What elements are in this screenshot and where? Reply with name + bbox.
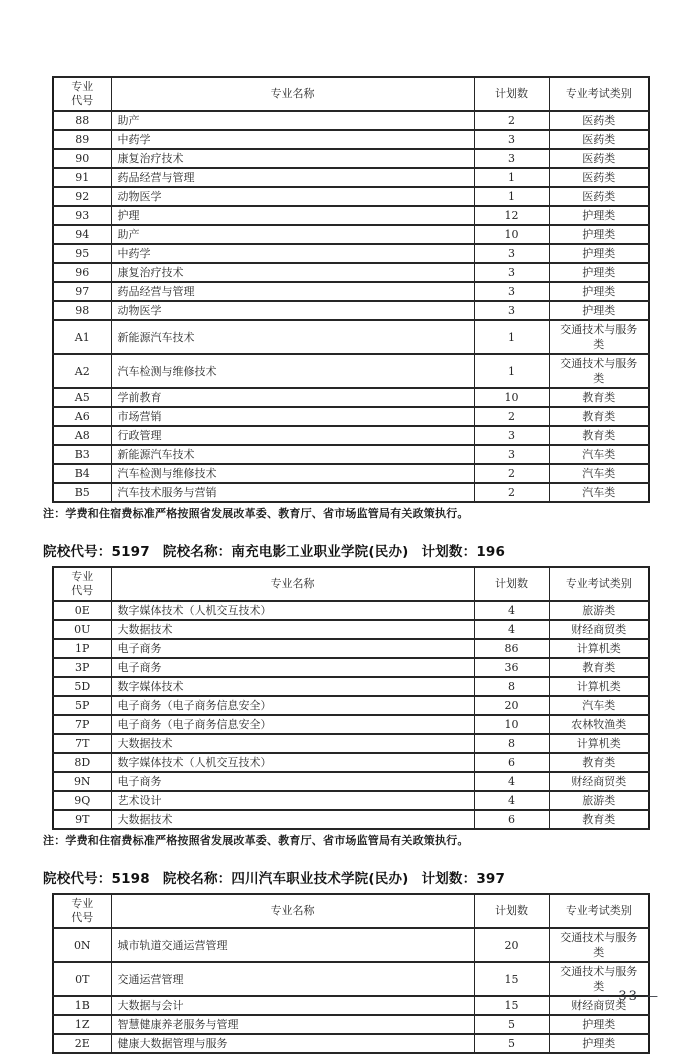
institution-plan-label: 计划数： [421,871,477,887]
major-code-cell: 1B [53,996,111,1015]
major-code-cell: 96 [53,263,111,282]
major-name-cell: 汽车检测与维修技术 [111,354,474,388]
plan-count-cell: 15 [474,996,549,1015]
major-name-cell: 新能源汽车技术 [111,320,474,354]
exam-category-cell: 护理类 [549,206,649,225]
major-name-cell: 市场营销 [111,407,474,426]
major-name-cell: 电子商务（电子商务信息安全） [111,696,474,715]
col-exam-category: 专业考试类别 [549,77,649,111]
table-row [53,1015,649,1034]
plan-count-cell: 3 [474,263,549,282]
major-code-cell: 9N [53,772,111,791]
table-row [53,407,649,426]
major-code-cell: 8D [53,753,111,772]
section-continuation [42,76,658,521]
major-name-cell: 电子商务 [111,658,474,677]
plan-count-cell: 2 [474,464,549,483]
exam-category-cell: 护理类 [549,301,649,320]
plan-count-cell: 3 [474,244,549,263]
plan-count-cell: 3 [474,282,549,301]
table-row [53,149,649,168]
major-code-cell: A2 [53,354,111,388]
table-row [53,244,649,263]
plan-count-cell: 4 [474,791,549,810]
table-row [53,263,649,282]
exam-category-cell: 计算机类 [549,639,649,658]
exam-category-cell: 农林牧渔类 [549,715,649,734]
table-row [53,225,649,244]
exam-category-cell: 旅游类 [549,791,649,810]
table-row [53,426,649,445]
exam-category-cell: 护理类 [549,263,649,282]
institution-code-label: 院校代号： [43,544,112,560]
col-plan-count: 计划数 [474,894,549,928]
table-row [53,354,649,388]
plan-count-cell: 4 [474,601,549,620]
table-row [53,962,649,996]
major-name-cell: 康复治疗技术 [111,263,474,282]
exam-category-cell: 旅游类 [549,601,649,620]
major-name-cell: 动物医学 [111,187,474,206]
col-exam-category: 专业考试类别 [549,894,649,928]
plan-count-cell: 8 [474,677,549,696]
plan-count-cell: 2 [474,111,549,130]
plan-count-cell: 5 [474,1034,549,1053]
plan-count-cell: 10 [474,715,549,734]
major-code-cell: 2E [53,1034,111,1053]
major-code-cell: 5D [53,677,111,696]
plan-count-cell: 4 [474,772,549,791]
majors-table [52,76,650,503]
major-code-cell: 0E [53,601,111,620]
table-row [53,996,649,1015]
plan-count-cell: 3 [474,130,549,149]
table-row [53,601,649,620]
table-row [53,1034,649,1053]
exam-category-cell: 教育类 [549,407,649,426]
plan-count-cell: 6 [474,753,549,772]
table-row [53,320,649,354]
major-code-cell: 9Q [53,791,111,810]
institution-name-label: 院校名称： [162,544,232,560]
major-name-cell: 药品经营与管理 [111,168,474,187]
major-name-cell: 城市轨道交通运营管理 [111,928,474,962]
major-code-cell: A6 [53,407,111,426]
major-code-cell: 92 [53,187,111,206]
page-number: — 33 — [597,989,660,1004]
institution-code: 5198 [111,871,150,887]
exam-category-cell: 护理类 [549,225,649,244]
institution-header [43,540,658,560]
major-code-cell: 90 [53,149,111,168]
major-name-cell: 行政管理 [111,426,474,445]
major-name-cell: 电子商务 [111,772,474,791]
exam-category-cell: 交通技术与服务类 [549,354,649,388]
major-code-cell: 0T [53,962,111,996]
exam-category-cell: 护理类 [549,244,649,263]
major-code-cell: 95 [53,244,111,263]
exam-category-cell: 医药类 [549,111,649,130]
major-code-cell: 9T [53,810,111,829]
major-code-cell: A8 [53,426,111,445]
exam-category-cell: 教育类 [549,388,649,407]
table-row [53,677,649,696]
plan-count-cell: 3 [474,301,549,320]
major-code-cell: 88 [53,111,111,130]
major-name-cell: 动物医学 [111,301,474,320]
major-name-cell: 助产 [111,225,474,244]
major-name-cell: 助产 [111,111,474,130]
table-row [53,658,649,677]
table-row [53,734,649,753]
plan-count-cell: 1 [474,168,549,187]
plan-count-cell: 3 [474,149,549,168]
table-row [53,620,649,639]
major-code-cell: 1Z [53,1015,111,1034]
institution-name: 南充电影工业职业学院(民办) [231,544,409,560]
major-name-cell: 新能源汽车技术 [111,445,474,464]
exam-category-cell: 教育类 [549,426,649,445]
plan-count-cell: 5 [474,1015,549,1034]
major-name-cell: 大数据技术 [111,620,474,639]
col-major-code: 专业 代号 [53,894,111,928]
exam-category-cell: 汽车类 [549,464,649,483]
exam-category-cell: 交通技术与服务类 [549,962,649,996]
col-major-code: 专业 代号 [53,567,111,601]
plan-count-cell: 3 [474,445,549,464]
major-name-cell: 汽车检测与维修技术 [111,464,474,483]
major-code-cell: B4 [53,464,111,483]
major-name-cell: 艺术设计 [111,791,474,810]
major-code-cell: 7T [53,734,111,753]
institution-name-label: 院校名称： [162,871,232,887]
plan-count-cell: 1 [474,320,549,354]
table-row [53,772,649,791]
major-name-cell: 电子商务 [111,639,474,658]
major-name-cell: 护理 [111,206,474,225]
col-plan-count: 计划数 [474,77,549,111]
table-header-row [53,567,649,601]
institution-plan-label: 计划数： [421,544,477,560]
exam-category-cell: 汽车类 [549,445,649,464]
exam-category-cell: 计算机类 [549,677,649,696]
table-row [53,810,649,829]
exam-category-cell: 财经商贸类 [549,620,649,639]
exam-category-cell: 计算机类 [549,734,649,753]
col-major-name: 专业名称 [111,894,474,928]
col-major-name: 专业名称 [111,567,474,601]
major-name-cell: 数字媒体技术（人机交互技术） [111,753,474,772]
col-major-name: 专业名称 [111,77,474,111]
major-code-cell: 0U [53,620,111,639]
plan-count-cell: 12 [474,206,549,225]
table-row [53,696,649,715]
plan-count-cell: 2 [474,483,549,502]
exam-category-cell: 汽车类 [549,483,649,502]
table-row [53,753,649,772]
majors-table [52,893,650,1054]
major-name-cell: 汽车技术服务与营销 [111,483,474,502]
institution-name: 四川汽车职业技术学院(民办) [231,871,409,887]
major-name-cell: 药品经营与管理 [111,282,474,301]
plan-count-cell: 4 [474,620,549,639]
table-header-row [53,77,649,111]
section-5198 [42,867,658,1054]
major-name-cell: 康复治疗技术 [111,149,474,168]
major-code-cell: 0N [53,928,111,962]
exam-category-cell: 护理类 [549,282,649,301]
plan-count-cell: 6 [474,810,549,829]
major-code-cell: A5 [53,388,111,407]
major-code-cell: 93 [53,206,111,225]
plan-count-cell: 20 [474,928,549,962]
note-text: 注：学费和住宿费标准严格按照省发展改革委、教育厅、省市场监管局有关政策执行。 [43,834,469,847]
table-row [53,464,649,483]
institution-header [43,867,658,887]
table-row [53,639,649,658]
exam-category-cell: 交通技术与服务类 [549,928,649,962]
plan-count-cell: 10 [474,225,549,244]
table-row [53,168,649,187]
major-name-cell: 大数据技术 [111,810,474,829]
major-code-cell: 91 [53,168,111,187]
plan-count-cell: 2 [474,407,549,426]
plan-count-cell: 1 [474,354,549,388]
table-row [53,388,649,407]
exam-category-cell: 护理类 [549,1015,649,1034]
exam-category-cell: 医药类 [549,149,649,168]
major-code-cell: 98 [53,301,111,320]
plan-count-cell: 1 [474,187,549,206]
major-name-cell: 中药学 [111,130,474,149]
section-5197 [42,540,658,848]
table-row [53,206,649,225]
plan-count-cell: 36 [474,658,549,677]
major-code-cell: A1 [53,320,111,354]
exam-category-cell: 医药类 [549,130,649,149]
plan-count-cell: 8 [474,734,549,753]
major-name-cell: 电子商务（电子商务信息安全） [111,715,474,734]
table-row [53,301,649,320]
exam-category-cell: 医药类 [549,168,649,187]
table-row [53,715,649,734]
major-code-cell: 94 [53,225,111,244]
major-code-cell: 1P [53,639,111,658]
note-text: 注：学费和住宿费标准严格按照省发展改革委、教育厅、省市场监管局有关政策执行。 [43,507,469,520]
major-name-cell: 智慧健康养老服务与管理 [111,1015,474,1034]
exam-category-cell: 教育类 [549,810,649,829]
col-plan-count: 计划数 [474,567,549,601]
institution-code: 5197 [111,544,150,560]
major-name-cell: 数字媒体技术 [111,677,474,696]
plan-count-cell: 20 [474,696,549,715]
plan-count-cell: 10 [474,388,549,407]
major-name-cell: 大数据技术 [111,734,474,753]
col-major-code: 专业 代号 [53,77,111,111]
exam-category-cell: 护理类 [549,1034,649,1053]
major-code-cell: B5 [53,483,111,502]
major-name-cell: 中药学 [111,244,474,263]
table-row [53,483,649,502]
exam-category-cell: 交通技术与服务类 [549,320,649,354]
majors-table [52,566,650,830]
table-row [53,791,649,810]
major-code-cell: 3P [53,658,111,677]
top-margin [42,0,658,76]
col-exam-category: 专业考试类别 [549,567,649,601]
major-name-cell: 健康大数据管理与服务 [111,1034,474,1053]
plan-count-cell: 15 [474,962,549,996]
plan-count-cell: 3 [474,426,549,445]
institution-plan: 397 [476,871,506,887]
major-name-cell: 数字媒体技术（人机交互技术） [111,601,474,620]
table-row [53,928,649,962]
institution-plan: 196 [476,544,506,560]
exam-category-cell: 教育类 [549,753,649,772]
exam-category-cell: 汽车类 [549,696,649,715]
major-name-cell: 大数据与会计 [111,996,474,1015]
table-header-row [53,894,649,928]
table-row [53,111,649,130]
exam-category-cell: 教育类 [549,658,649,677]
document-body [42,0,658,1054]
table-row [53,282,649,301]
table-row [53,130,649,149]
major-code-cell: 7P [53,715,111,734]
table-row [53,445,649,464]
plan-count-cell: 86 [474,639,549,658]
table-row [53,187,649,206]
major-code-cell: 5P [53,696,111,715]
major-code-cell: 97 [53,282,111,301]
exam-category-cell: 财经商贸类 [549,772,649,791]
major-name-cell: 交通运营管理 [111,962,474,996]
exam-category-cell: 财经商贸类 [549,996,649,1015]
major-code-cell: 89 [53,130,111,149]
exam-category-cell: 医药类 [549,187,649,206]
major-name-cell: 学前教育 [111,388,474,407]
major-code-cell: B3 [53,445,111,464]
institution-code-label: 院校代号： [43,871,112,887]
